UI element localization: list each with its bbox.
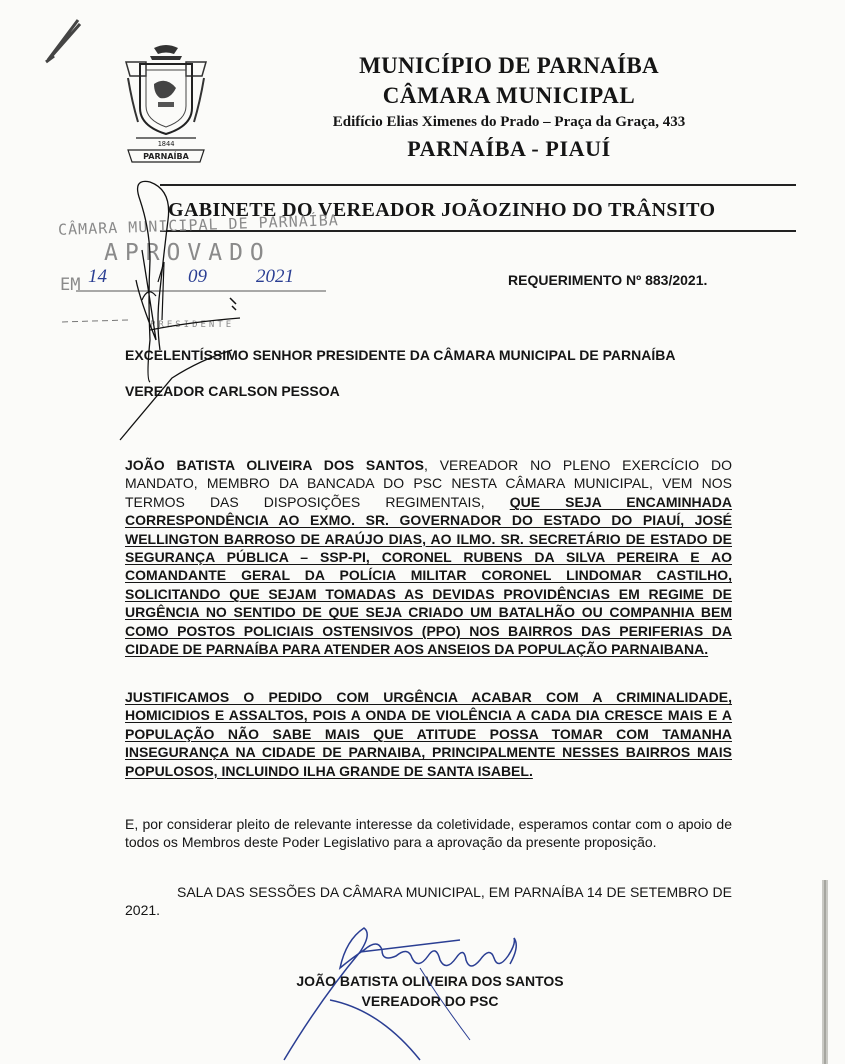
stamp-month: 09 (188, 266, 207, 287)
stamp-chamber-name: CÂMARA MUNICIPAL DE PARNAÍBA (57, 211, 340, 239)
stamp-em-label: EM (60, 275, 81, 295)
stamp-president-label: PRESIDENTE (150, 320, 235, 330)
author-name: JOÃO BATISTA OLIVEIRA DOS SANTOS (125, 457, 424, 473)
paper-edge-strip (822, 880, 828, 1064)
session-date-paragraph: SALA DAS SESSÕES DA CÂMARA MUNICIPAL, EM PARNAÍBA 14 DE SETEMBRO DE 2021. (125, 884, 732, 919)
signatory-name: JOÃO BATISTA OLIVEIRA DOS SANTOS (296, 973, 564, 989)
office-title: GABINETE DO VEREADOR JOÃOZINHO DO TRÂNSITO (168, 199, 716, 221)
requerimento-number: REQUERIMENTO Nº 883/2021. (508, 272, 708, 288)
header-rule-top (160, 184, 796, 186)
svg-text:PARNAÍBA: PARNAÍBA (143, 152, 189, 161)
svg-text:1844: 1844 (157, 140, 175, 148)
chamber-title: CÂMARA MUNICIPAL (382, 83, 636, 108)
justification-paragraph: JUSTIFICAMOS O PEDIDO COM URGÊNCIA ACABAR COM A CRIMINALIDADE, HOMICIDIOS E ASSALTOS, POIS A ONDA DE VIOLÊNCIA A CADA DIA CRESCE MAIS E A POPULAÇÃO NÃO SABE MAIS QUE ATITUDE POSSA TOMAR COM TAMANHA INSEGURANÇA NA CIDADE DE PARNAIBA, PRINCIPALMENTE NESSES BAIRROS MAIS POPULOSOS, INCLUINDO ILHA GRANDE DE SANTA ISABEL. (125, 689, 732, 779)
request-paragraph (125, 456, 732, 658)
stamp-approved: APROVADO (104, 240, 271, 266)
building-address: Edifício Elias Ximenes do Prado – Praça da Graça, 433 (332, 114, 686, 130)
signatory-role: VEREADOR DO PSC (361, 993, 499, 1009)
stamp-day: 14 (88, 266, 107, 287)
addressee-line-1: EXCELENTÍSSIMO SENHOR PRESIDENTE DA CÂMARA MUNICIPAL DE PARNAÍBA (125, 347, 676, 363)
stamp-year: 2021 (256, 266, 294, 287)
stamp-date-line (76, 286, 326, 296)
request-intro: , VEREADOR NO PLENO EXERCÍCIO DO MANDATO, MEMBRO DA BANCADA DO PSC NESTA CÂMARA MUNICIPAL, VEM NOS TERMOS DAS DISPOSIÇÕES REGIMENTAIS, (125, 457, 732, 510)
closing-paragraph: E, por considerar pleito de relevante interesse da coletividade, esperamos contar com o apoio de todos os Membros deste Poder Legislativo para a aprovação da presente proposição. (125, 816, 732, 851)
request-text: QUE SEJA ENCAMINHADA CORRESPONDÊNCIA AO EXMO. SR. GOVERNADOR DO ESTADO DO PIAUÍ, JOSÉ WELLINGTON BARROSO DE ARAÚJO DIAS, AO ILMO. SR. SECRETÁRIO DE ESTADO DE SEGURANÇA PÚBLICA – SSP-PI, CORONEL RUBENS DA SILVA PEREIRA E AO COMANDANTE GERAL DA POLÍCIA MILITAR CORONEL LINDOMAR CASTILHO, SOLICITANDO QUE SEJAM TOMADAS AS DEVIDAS PROVIDÊNCIAS EM REGIME DE URGÊNCIA NO SENTIDO DE QUE SEJA CRIADO UM BATALHÃO OU COMPANHIA BEM COMO POSTOS POLICIAIS OSTENSIVOS (PPO) NOS BAIRROS DAS PERIFERIAS DA CIDADE DE PARNAÍBA PARA ATENDER AOS ANSEIOS DA POPULAÇÃO PARNAIBANA. (125, 493, 732, 658)
addressee-line-2: VEREADOR CARLSON PESSOA (125, 383, 340, 399)
city-state-title: PARNAÍBA - PIAUÍ (407, 136, 611, 161)
municipality-title: MUNICÍPIO DE PARNAÍBA (359, 53, 659, 78)
